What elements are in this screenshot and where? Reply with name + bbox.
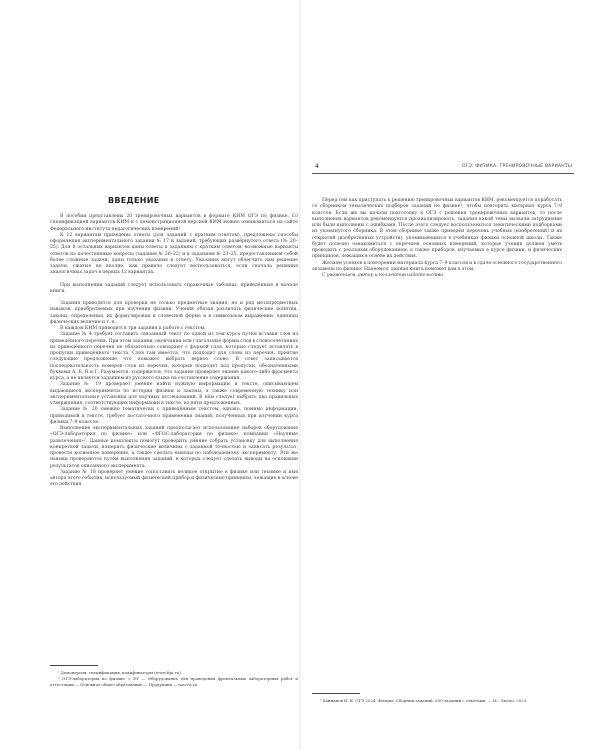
skills-paragraph: Задания приводятся для проверки не только предметные знания, но и ряд метапредметных навыков, приобретаемых при изучении физики. Ученик обязан различать физические понятия, законы, определения, их формулировки и словесной форме и в символьном выражении, единицы физических величин и т. п. <box>50 301 298 325</box>
page-title: ВВЕДЕНИЕ <box>108 196 160 205</box>
task-19-paragraph: Задание № 19 проверяет умение найти нужную информацию в тексте, описывающем выдающиеся эксперименты по истории физики и законы, а также современную технику или экспериментальные установки для научных исследований. В нём следует выбрать два правильных утверждения, соответствующих информации в тексте, из пяти предложенных. <box>50 382 298 406</box>
footnote-2: ² ОГЭ-лаборатория по физике = ЕУ — Оборудование для проведения фронтальных лабораторных работ и аттестации — Основное общее образование — Продукция — nau-ra.ru. <box>50 676 298 688</box>
right-page <box>300 0 600 750</box>
right-page-body <box>312 198 562 279</box>
footnote-rule <box>50 665 98 666</box>
answers-paragraph: К 12 вариантам приведены ответы (для заданий с кратким ответом), предложены способы оформления экспериментального задания № 17 и заданий, требующих развёрнутого ответа (№ 20–25). Для 8 остальных вариантов даны ответы к заданиям с кратким ответом, возможные варианты ответов на качественные вопросы (задания № 20–22) и к заданиям № 23–25, предоставлением собой более сложные задачи, даны только указания к ответу. Указания могут облегчить вам решение задачи, сжатые не вполне, как правило следует воспользоваться, если сначала решения аналогичных задач в первых 12 вариантах. <box>50 232 298 276</box>
left-page-body <box>50 196 298 489</box>
page-number: 4 <box>315 163 319 170</box>
closing-signature: С уважением, автор и коллектив издательства <box>322 273 444 278</box>
left-footnotes <box>50 665 298 688</box>
experimental-tasks-paragraph: Выполнение экспериментальных заданий предполагает использование наборов оборудования «ОГЭ-лаборатория по физике» или «ФГОС-лаборатория по физике» компании «Научные развлечения»². Данные комплекты помогут проверить умение собрать установку для выполнения конкретной задачи, измерить физические величины с заданной точностью и записать результат, провести косвенное измерение, а также сделать выводы по наблюдаемому эксперименту. Эти же навыки проверяются путём выполнения заданий, в которых следует сделать выводы на основании результатов описанного эксперимента. <box>50 426 298 469</box>
wishes-paragraph: Желаем успехов в повторении материала курса 7–9 классов и в сдаче основного государственного экзамена по физике! Надеемся, данная книга поможет вам в этом. <box>312 260 562 272</box>
right-footnotes <box>312 693 562 704</box>
intro-paragraph: В пособии представлены 20 тренировочных вариантов в формате КИМ ОГЭ по физике. Со спецификацией вариантов КИМ и с демонстрационной версией КИМ можно ознакомиться на сайте Федерального института педагогических измерений¹. <box>50 214 298 232</box>
preparation-paragraph: Перед тем как приступать к решению тренировочных вариантов КИМ, рекомендуется поработать со сборником тематических подборок заданий по физике¹, чтобы повторить материал курса 7–9 классов. Если же вы начали подготовку к ОГЭ с решения тренировочных вариантов, то после выполнения вариантов рекомендуется проанализировать, задания какой темы вызвали затруднение или были выполнены с ошибками. После этого следует воспользоваться тематическими подборками из упомянутого сборника. В этом сборнике также приведён перечень учебных (изобретений) и их открытий (изобретённых устройств), упоминающихся в учебниках физики основной школы. Также будет полезно ознакомиться с перечнем основных измерений, которые ученик должен уметь проводить с реальным оборудованием, а также приборов, изучаемых в курсе физики, и физических принципов, лежащих в основе их действия. <box>312 198 562 260</box>
footnote-1: ¹ Демоверсия, спецификация, кодификаторы (www.fipi.ru). <box>58 670 182 675</box>
footnote-1: ¹ Ханнанов Н. К. ОГЭ 2024. Физика. Сборник заданий: 850 заданий с ответами. — М.: Эксмо, 2023. <box>320 698 528 703</box>
task-4-paragraph: Задание № 4 требует составить связанный текст по одной из тем курса путём вставки слов из приведённого перечня. При этом задании, окончания или глагольные формы слов в словосочетаниях из приведённого перечня не обязательно совпадают с формой слов, которые следует вставлять в пропуски приведённого текста. Слов там имеется, что подходит для слова из перечня, приятие следующие предложение что поможет выбрать верное слово. В ответ записывается последовательность номеров слов из перечня, которые подходят под пропуски, обозначенными буквами А, Б, В и Г. Разумеется, содержится, что задание проверяет знание какого-либо фрагмента курса, а не является заданием из русского языка на составление содержания. <box>50 332 298 381</box>
task-20-paragraph: Задание № 20 смежно тематически с приведённым текстом, однако, помимо информации, приводимой в тексте, требует достаточного применения знаний, полученных при изучении курса физики 7–9 классов. <box>50 407 298 425</box>
footnote-rule <box>312 693 360 694</box>
task-18-paragraph: Задание № 18 проверяет умение сопоставить великое открытие в физике или технике и имя автора этого события, используемый физический прибор и физические принципы, лежащие в основе его действия. <box>50 469 298 488</box>
running-head-title: ОГЭ. ФИЗИКА. ТРЕНИРОВОЧНЫЕ ВАРИАНТЫ <box>462 164 572 169</box>
reference-tables-paragraph: При выполнении заданий следует использовать справочные таблицы, приведённые в начале книги. <box>50 282 298 294</box>
text-tasks-paragraph: В каждом КИМ приводится три задания к работе с текстом. <box>60 326 206 331</box>
